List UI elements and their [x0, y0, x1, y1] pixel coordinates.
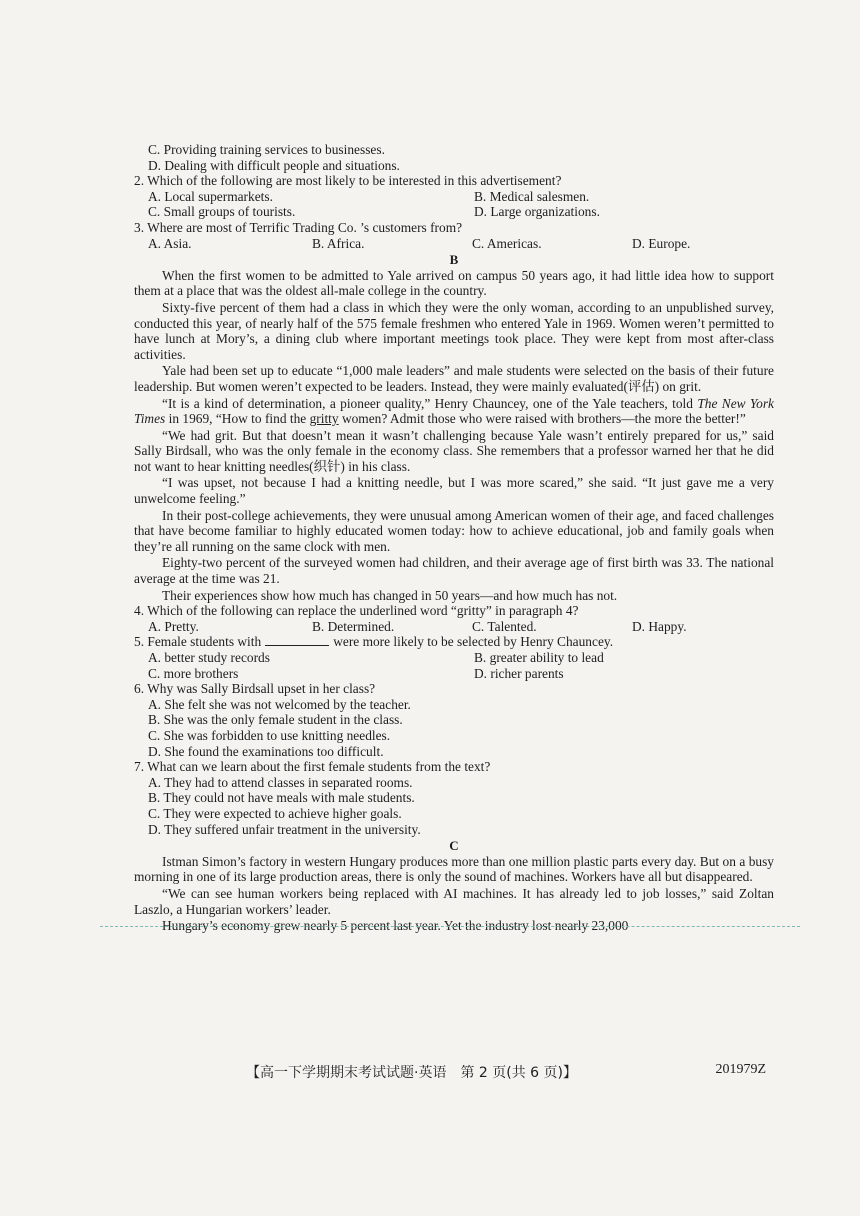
option: C. She was forbidden to use knitting needles.: [148, 727, 391, 743]
passage-paragraph: “We had grit. But that doesn’t mean it wasn’t challenging because Yale wasn’t entirely prepared for us,” said Sally Birdsall, who was the only female in the economy class. She remembers that a professor warned her that he did not want to hear knitting needles(织针) in his class.: [134, 427, 774, 474]
question-4: 4. Which of the following can replace the underlined word “gritty” in paragraph 4?: [134, 603, 579, 619]
question-4-options: [134, 619, 774, 635]
option: C. Talented.: [472, 618, 537, 634]
option: C. They were expected to achieve higher goals.: [148, 805, 402, 821]
option: C. more brothers: [148, 665, 239, 681]
text-run: in 1969, “How to find the: [165, 411, 310, 427]
text-run: women? Admit those who were raised with brothers—the more the better!”: [338, 411, 746, 427]
passage-paragraph: Hungary’s economy grew nearly 5 percent last year. Yet the industry lost nearly 23,000: [162, 918, 629, 934]
question-1-options: [134, 142, 774, 173]
option: A. Pretty.: [148, 618, 199, 634]
text-run: 5. Female students with: [134, 634, 262, 650]
text-run: were more likely to be selected by Henry Chauncey.: [333, 634, 614, 650]
option: D. Happy.: [632, 618, 687, 634]
text-run: “It is a kind of determination, a pioneer quality,” Henry Chauncey, one of the Yale teachers, told: [162, 395, 698, 411]
option: A. She felt she was not welcomed by the teacher.: [148, 696, 411, 712]
passage-paragraph-4: [134, 396, 774, 427]
passage-paragraph: Their experiences show how much has changed in 50 years—and how much has not.: [162, 587, 618, 603]
section-b-heading: B: [449, 252, 459, 268]
passage-paragraph: When the first women to be admitted to Yale arrived on campus 50 years ago, it had little idea how to support them at a place that was the oldest all-male college in the country.: [134, 267, 774, 299]
option: B. She was the only female student in the class.: [148, 712, 403, 728]
passage-paragraph: Istman Simon’s factory in western Hungary produces more than one million plastic parts every day. But on a busy morning in one of its large production areas, there is only the sound of machines. Workers have all but disappeared.: [134, 853, 774, 885]
question-3-options: [134, 236, 774, 252]
option: D. They suffered unfair treatment in the university.: [148, 821, 421, 837]
paper-code: 201979Z: [715, 1062, 766, 1077]
option: C. Americas.: [472, 235, 542, 251]
option: B. Medical salesmen.: [474, 188, 590, 204]
option: B. Africa.: [312, 235, 365, 251]
footer-title: 【高一下学期期末考试试题·英语 第 2 页(共 6 页)】: [246, 1065, 577, 1081]
passage-paragraph: “We can see human workers being replaced with AI machines. It has already led to job losses,” said Zoltan Laszlo, a Hungarian workers’ leader.: [134, 885, 774, 917]
option: C. Providing training services to businesses.: [148, 142, 385, 157]
passage-paragraph: Eighty-two percent of the surveyed women had children, and their average age of first birth was 33. The national average at the time was 21.: [134, 555, 774, 587]
option: D. richer parents: [474, 665, 564, 681]
option: A. better study records: [148, 650, 270, 665]
section-c-heading: C: [449, 838, 459, 854]
underlined-word: gritty: [309, 411, 339, 427]
question-3: 3. Where are most of Terrific Trading Co. ’s customers from?: [134, 219, 463, 235]
page-footer: [246, 1062, 766, 1082]
question-6: 6. Why was Sally Birdsall upset in her class?: [134, 681, 376, 697]
question-6-options: [134, 697, 774, 759]
passage-paragraph: Sixty-five percent of them had a class in which they were the only woman, according to an unpublished survey, conducted this year, of nearly half of the 575 female freshmen who entered Yale in 1969. Women weren’t permitted to have lunch at Mory’s, a dining club where important meetings took place. They were kept from most after-class activities.: [134, 299, 774, 362]
option: D. Europe.: [632, 235, 691, 251]
option: A. They had to attend classes in separated rooms.: [148, 774, 413, 790]
question-2-options: [134, 189, 774, 220]
passage-paragraph: Yale had been set up to educate “1,000 male leaders” and male students were selected on the basis of their future leadership. But women weren’t expected to be leaders. Instead, they were mainly evaluated(评估) on grit.: [134, 363, 774, 394]
passage-paragraph: In their post-college achievements, they were unusual among American women of their age, and faced challenges that have become familiar to highly educated women today: how to achieve educational, job and family goals when they’re all running on the same clock with men.: [134, 507, 774, 554]
option: B. Determined.: [312, 618, 395, 634]
option: D. Large organizations.: [474, 204, 600, 220]
option: A. Asia.: [148, 235, 192, 251]
question-5-options: [134, 650, 774, 681]
option: B. They could not have meals with male students.: [148, 790, 415, 806]
passage-paragraph: “I was upset, not because I had a knitting needle, but I was more scared,” she said. “It just gave me a very unwelcome feeling.”: [134, 475, 774, 507]
question-7: 7. What can we learn about the first female students from the text?: [134, 759, 491, 775]
newspaper-title: The New York Times: [134, 395, 774, 427]
option: B. greater ability to lead: [474, 650, 604, 665]
option: C. Small groups of tourists.: [148, 204, 296, 220]
question-5: [134, 634, 774, 650]
section-divider: [100, 926, 800, 927]
option: A. Local supermarkets.: [148, 188, 273, 204]
question-7-options: [134, 775, 774, 837]
exam-page: [134, 142, 774, 934]
question-2: 2. Which of the following are most likely to be interested in this advertisement?: [134, 173, 562, 189]
option: D. She found the examinations too difficult.: [148, 743, 384, 759]
answer-blank: [265, 634, 329, 646]
option: D. Dealing with difficult people and situations.: [148, 157, 400, 173]
